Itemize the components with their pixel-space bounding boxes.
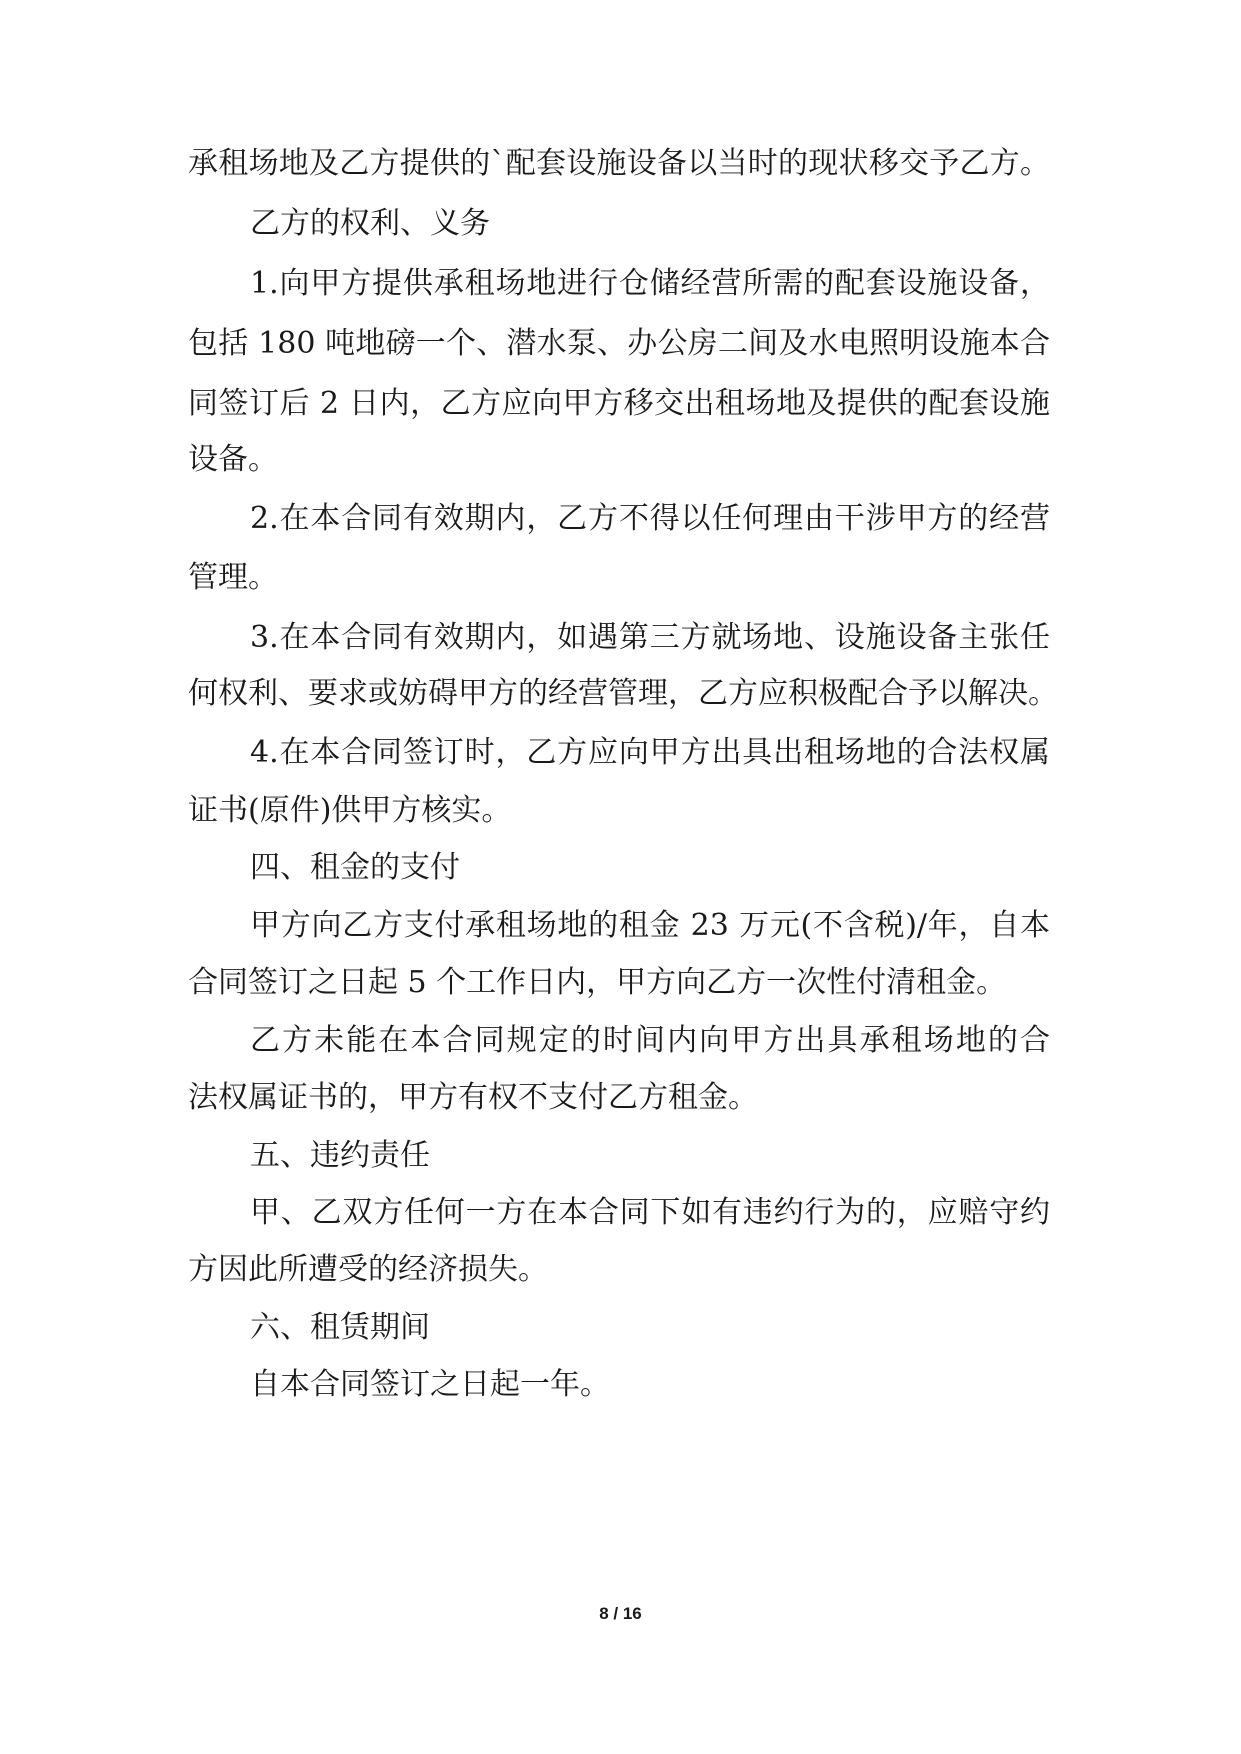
paragraph-line: 自本合同签订之日起一年。	[250, 1367, 610, 1402]
paragraph-line: 管理。	[188, 560, 278, 595]
paragraph-line: 方因此所遭受的经济损失。	[188, 1252, 548, 1287]
paragraph-line: 包括 180 吨地磅一个、潜水泵、办公房二间及水电照明设施本合	[188, 326, 1050, 361]
paragraph-line: 承租场地及乙方提供的`配套设施设备以当时的现状移交予乙方。	[188, 146, 1050, 181]
paragraph-line: 证书(原件)供甲方核实。	[188, 793, 512, 828]
paragraph-line: 2.在本合同有效期内，乙方不得以任何理由干涉甲方的经营	[250, 501, 1050, 536]
paragraph-line: 法权属证书的，甲方有权不支付乙方租金。	[188, 1080, 758, 1115]
paragraph-line: 合同签订之日起 5 个工作日内，甲方向乙方一次性付清租金。	[188, 965, 1007, 1000]
paragraph-line: 甲、乙双方任何一方在本合同下如有违约行为的，应赔守约	[250, 1195, 1050, 1230]
paragraph-line: 乙方未能在本合同规定的时间内向甲方出具承租场地的合	[250, 1023, 1050, 1058]
section-heading: 六、租赁期间	[250, 1310, 430, 1345]
section-heading: 乙方的权利、义务	[250, 206, 490, 241]
paragraph-line: 3.在本合同有效期内，如遇第三方就场地、设施设备主张任	[250, 620, 1050, 655]
paragraph-line: 设备。	[188, 442, 278, 477]
section-heading: 四、租金的支付	[250, 850, 460, 885]
paragraph-line: 同签订后 2 日内，乙方应向甲方移交出租场地及提供的配套设施	[188, 386, 1050, 421]
page-number: 8 / 16	[599, 1604, 642, 1623]
paragraph-line: 甲方向乙方支付承租场地的租金 23 万元(不含税)/年，自本	[250, 908, 1050, 943]
section-heading: 五、违约责任	[250, 1138, 430, 1173]
paragraph-line: 4.在本合同签订时，乙方应向甲方出具出租场地的合法权属	[250, 735, 1050, 770]
paragraph-line: 1.向甲方提供承租场地进行仓储经营所需的配套设施设备，	[250, 266, 1050, 301]
paragraph-line: 何权利、要求或妨碍甲方的经营管理，乙方应积极配合予以解决。	[188, 676, 1058, 711]
